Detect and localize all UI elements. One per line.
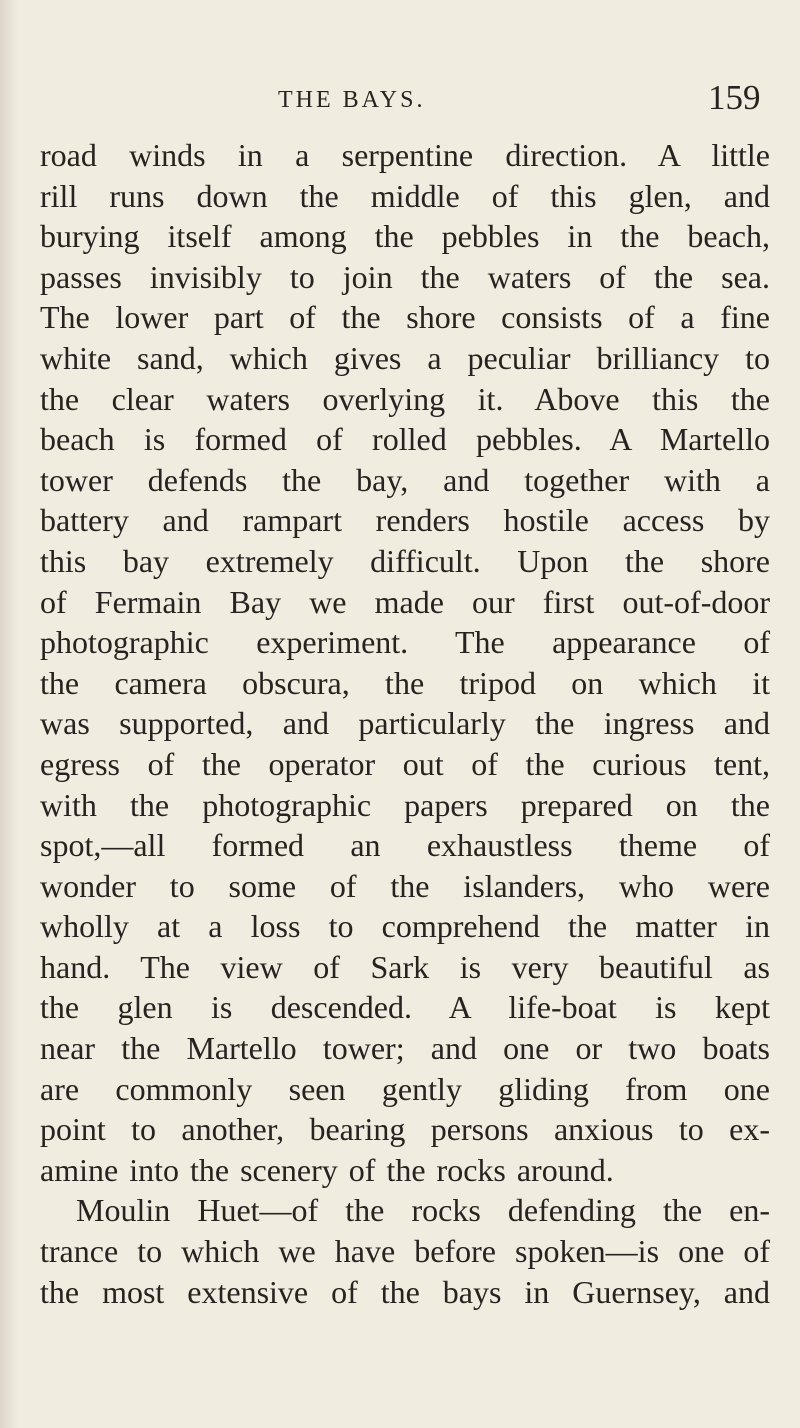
running-head	[0, 78, 800, 118]
text-line: was supported, and particularly the ingress and	[40, 705, 770, 742]
binding-shadow	[0, 0, 18, 1428]
text-line: photographic experiment. The appearance of	[40, 624, 770, 661]
text-line: road winds in a serpentine direction. A little	[40, 137, 770, 173]
text-line: the clear waters overlying it. Above this the	[40, 380, 770, 417]
text-line: egress of the operator out of the curious tent,	[40, 745, 770, 782]
text-line: are commonly seen gently gliding from one	[40, 1070, 770, 1107]
text-line: trance to which we have before spoken—is one of	[40, 1233, 770, 1270]
text-line: wonder to some of the islanders, who were	[40, 867, 770, 904]
page-number: 159	[708, 78, 761, 117]
text-line: tower defends the bay, and together with a	[40, 461, 770, 498]
text-line: near the Martello tower; and one or two boats	[40, 1030, 770, 1067]
text-line: the camera obscura, the tripod on which it	[40, 664, 770, 701]
text-line: amine into the scenery of the rocks around.	[40, 1151, 614, 1188]
text-line: rill runs down the middle of this glen, and	[40, 177, 770, 214]
text-line: battery and rampart renders hostile access by	[40, 502, 770, 539]
text-line: of Fermain Bay we made our first out-of-door	[40, 583, 770, 620]
running-title: THE BAYS.	[278, 87, 426, 113]
text-line: Moulin Huet—of the rocks defending the en-	[76, 1192, 770, 1229]
text-line: wholly at a loss to comprehend the matter in	[40, 908, 770, 945]
text-line: passes invisibly to join the waters of the sea.	[40, 258, 770, 295]
text-line: hand. The view of Sark is very beautiful as	[40, 948, 770, 985]
text-line: beach is formed of rolled pebbles. A Martello	[40, 421, 770, 458]
text-line: The lower part of the shore consists of a fine	[40, 299, 770, 336]
text-line: spot,—all formed an exhaustless theme of	[40, 827, 770, 864]
body-text	[40, 135, 770, 1312]
text-line: white sand, which gives a peculiar brilliancy to	[40, 339, 770, 376]
text-line: this bay extremely difficult. Upon the shore	[40, 542, 770, 579]
text-line: the most extensive of the bays in Guernsey, and	[40, 1273, 770, 1310]
text-line: with the photographic papers prepared on the	[40, 786, 770, 823]
text-line: burying itself among the pebbles in the beach,	[40, 218, 770, 255]
text-line: point to another, bearing persons anxious to ex-	[40, 1111, 770, 1148]
text-line: the glen is descended. A life-boat is kept	[40, 989, 770, 1026]
